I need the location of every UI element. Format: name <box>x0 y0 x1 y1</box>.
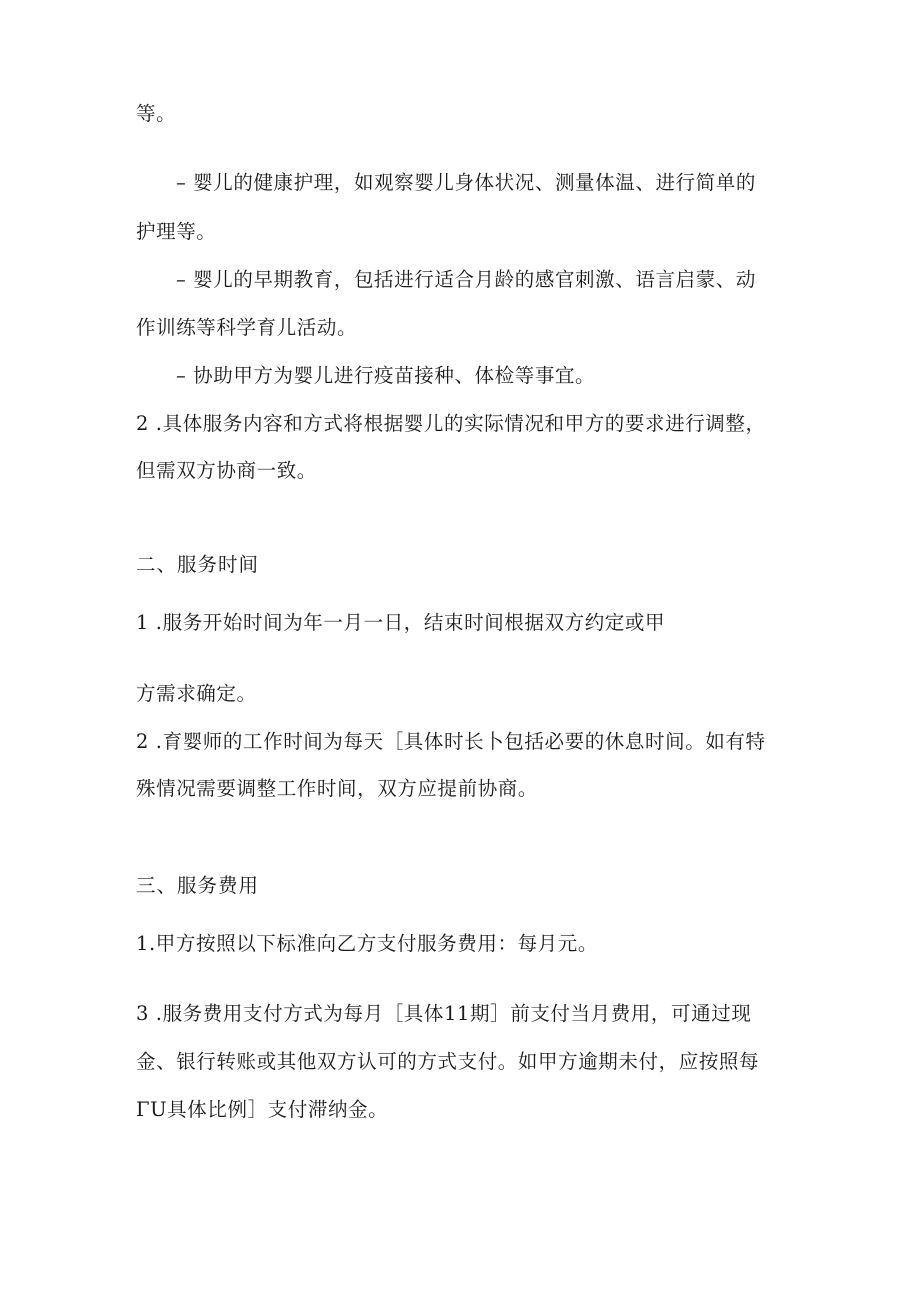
text-line: 方需求确定。 <box>136 682 257 705</box>
text-line: 1 .服务开始时间为年一月一日，结束时间根据双方约定或甲 <box>136 611 666 634</box>
text-line: ΓU具体比例］支付滞纳金。 <box>136 1098 389 1121</box>
text-line: 2 .育婴师的工作时间为每天［具体时长卜包括必要的休息时间。如有特 <box>136 730 766 753</box>
text-line: 金、银行转账或其他双方认可的方式支付。如甲方逾期未付，应按照每 <box>136 1050 760 1073</box>
text-line: 2 .具体服务内容和方式将根据婴儿的实际情况和甲方的要求进行调整， <box>136 412 766 435</box>
text-line: 等。 <box>136 102 177 125</box>
text-line: 殊情况需要调整工作时间，双方应提前协商。 <box>136 777 539 800</box>
text-line: 护理等。 <box>136 220 217 243</box>
section-heading: 二、服务时间 <box>136 553 260 576</box>
text-line: – 婴儿的健康护理，如观察婴儿身体状况、测量体温、进行简单的 <box>176 171 756 194</box>
section-heading: 三、服务费用 <box>136 874 260 897</box>
text-line: 1.甲方按照以下标准向乙方支付服务费用：每月元。 <box>136 932 599 955</box>
text-line: 3 .服务费用支付方式为每月［具体11期］前支付当月费用，可通过现 <box>136 1002 752 1025</box>
text-line: – 协助甲方为婴儿进行疫苗接种、体检等事宜。 <box>176 364 596 387</box>
text-line: 但需双方协商一致。 <box>136 459 317 482</box>
text-line: 作训练等科学育儿活动。 <box>136 316 358 339</box>
text-line: – 婴儿的早期教育，包括进行适合月龄的感官刺激、语言启蒙、动 <box>176 268 756 291</box>
